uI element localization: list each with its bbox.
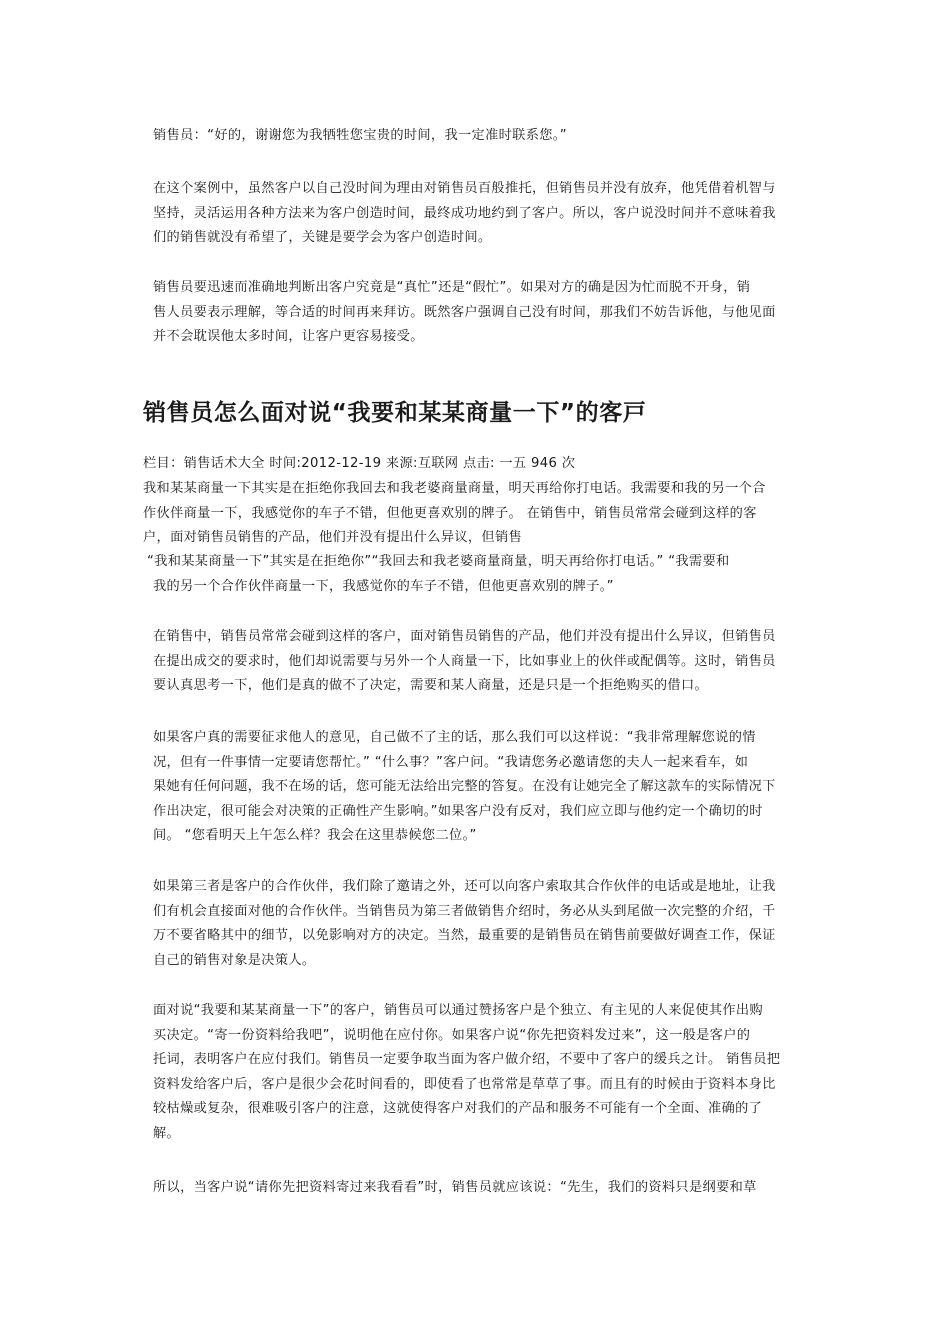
text-line: 买决定。“寄一份资料给我吧”，说明他在应付你。如果客户说“你先把资料发过来”，这一般是客户的	[153, 1027, 751, 1043]
text-line: 我的另一个合作伙伴商量一下，我感觉你的车子不错，但他更喜欢别的牌子。”	[153, 578, 614, 594]
text-line: 并不会耽误他太多时间，让客户更容易接受。	[153, 329, 424, 344]
text-line: 销售员：“好的，谢谢您为我牺牲您宝贵的时间，我一定准时联系您。”	[153, 128, 567, 143]
text-line: 间。 “您看明天上午怎么样？我会在这里恭候您二位。”	[153, 828, 477, 843]
paragraph-salesman-reply	[153, 124, 827, 149]
paragraph-real-busy	[153, 276, 827, 350]
text-line: 资料发给客户后，客户是很少会花时间看的，即使看了也常常是草草了事。而且有的时候由于资料本身比	[153, 1076, 776, 1092]
text-line: 销售员要迅速而准确地判断出客户究竟是“真忙”还是“假忙”。如果对方的确是因为忙而脱不开身，销	[153, 280, 751, 295]
text-line: 托词，表明客户在应付我们。销售员一定要争取当面为客户做介绍，不要中了客户的缓兵之计。 销售员把	[153, 1052, 781, 1067]
paragraph-case-analysis	[153, 177, 827, 251]
article-intro	[143, 477, 827, 551]
text-line: 在这个案例中，虽然客户以自己没时间为理由对销售员百般推托，但销售员并没有放弃，他凭借着机智与	[153, 181, 776, 196]
text-line: 我和某某商量一下其实是在拒绝你我回去和我老婆商量商量，明天再给你打电话。我需要和我的另一个合	[143, 481, 766, 496]
text-line: 要认真思考一下，他们是真的做不了决定，需要和某人商量，还是只是一个拒绝购买的借口。	[153, 678, 709, 693]
text-line: 售人员要表示理解，等合适的时间再来拜访。既然客户强调自己没有时间，那我们不妨告诉他，与他见面	[153, 304, 776, 320]
article-quote	[147, 550, 827, 599]
article-title: 销售员怎么面对说“我要和某某商量一下”的客戸	[143, 400, 647, 426]
text-line: 较枯燥或复杂，很难吸引客户的注意，这就使得客户对我们的产品和服务不可能有一个全面、准确的了	[153, 1101, 763, 1116]
paragraph-article-5	[153, 1176, 827, 1201]
text-line: 如果客户真的需要征求他人的意见，自己做不了主的话，那么我们可以这样说：“我非常理解您说的情	[153, 730, 756, 745]
paragraph-article-1	[153, 625, 827, 699]
text-line: 们有机会直接面对他的合作伙伴。当销售员为第三者做销售介绍时，务必从头到尾做一次完整的介绍，千	[153, 903, 776, 919]
text-line: 自己的销售对象是决策人。	[153, 952, 316, 968]
article-meta: 栏目：销售话术大全 时间:2012-12-19 来源:互联网 点击: 一五 946 次	[143, 456, 576, 471]
paragraph-article-4	[153, 999, 827, 1146]
text-line: 解。	[153, 1125, 181, 1141]
text-line: 作出决定，很可能会对决策的正确性产生影响。”如果客户没有反对，我们应立即与他约定一个确切的时	[153, 803, 763, 819]
text-line: 户，面对销售员销售的产品，他们并没有提出什么异议，但销售	[143, 530, 523, 545]
text-line: “我和某某商量一下”其实是在拒绝你”“我回去和我老婆商量商量，明天再给你打电话。” “我需要和	[147, 554, 730, 569]
text-line: 况，但有一件事情一定要请您帮忙。” “什么事？”客户问。“我请您务必邀请您的夫人一起来看车，如	[153, 754, 749, 770]
text-line: 们的销售就没有希望了，关键是要学会为客户创造时间。	[153, 230, 492, 245]
text-line: 如果第三者是客户的合作伙伴，我们除了邀请之外，还可以向客户索取其合作伙伴的电话或是地址，让我	[153, 879, 776, 894]
text-line: 坚持，灵活运用各种方法来为客户创造时间，最终成功地约到了客户。所以，客户说没时间并不意味着我	[153, 205, 776, 221]
text-line: 果她有任何问题，我不在场的话，您可能无法给出完整的答复。在没有让她完全了解这款车的实际情况下	[153, 779, 776, 794]
text-line: 在提出成交的要求时，他们却说需要与另外一个人商量一下，比如事业上的伙伴或配偶等。这时，销售员	[153, 653, 776, 669]
paragraph-article-3	[153, 875, 827, 973]
paragraph-article-2	[153, 726, 827, 849]
text-line: 面对说“我要和某某商量一下”的客户，销售员可以通过赞扬客户是个独立、有主见的人来促使其作出购	[153, 1003, 764, 1018]
text-line: 作伙伴商量一下，我感觉你的车子不错，但他更喜欢别的牌子。 在销售中，销售员常常会碰到这样的客	[143, 505, 757, 521]
text-line: 万不要省略其中的细节，以免影响对方的决定。当然，最重要的是销售员在销售前要做好调查工作，保证	[153, 928, 776, 943]
text-line: 在销售中，销售员常常会碰到这样的客户，面对销售员销售的产品，他们并没有提出什么异议，但销售员	[153, 629, 776, 644]
text-line: 所以，当客户说“请你先把资料寄过来我看看”时，销售员就应该说：“先生，我们的资料只是纲要和草	[153, 1180, 757, 1195]
